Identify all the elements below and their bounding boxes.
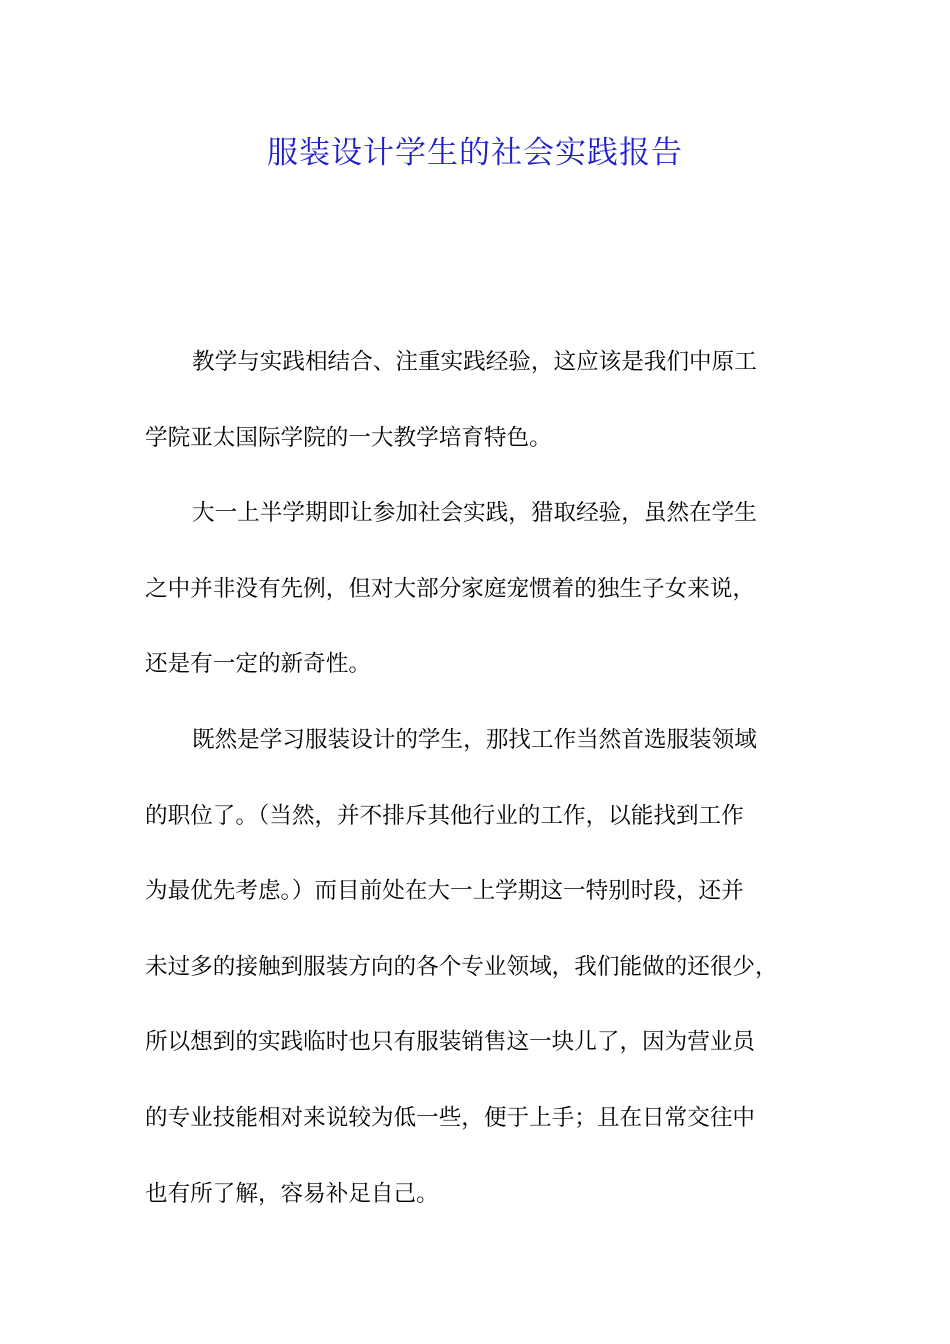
paragraph-line: 所以想到的实践临时也只有服装销售这一块儿了，因为营业员 (145, 1029, 756, 1056)
paragraph-line: 学院亚太国际学院的一大教学培育特色。 (145, 424, 552, 451)
paragraph-line: 的专业技能相对来说较为低一些，便于上手；且在日常交往中 (145, 1104, 756, 1131)
paragraph-line: 既然是学习服装设计的学生，那找工作当然首选服装领域 (192, 726, 757, 753)
paragraph-line: 还是有一定的新奇性。 (145, 651, 371, 678)
document-body (145, 340, 825, 1247)
paragraph-line: 大一上半学期即让参加社会实践，猎取经验，虽然在学生 (192, 500, 757, 527)
paragraph-line: 也有所了解，容易补足自己。 (145, 1180, 439, 1207)
paragraph-line: 教学与实践相结合、注重实践经验，这应该是我们中原工 (192, 349, 757, 375)
paragraph-line: 为最优先考虑。）而目前处在大一上学期这一特别时段，还并 (145, 878, 744, 905)
document-title: 服装设计学生的社会实践报告 (267, 135, 683, 171)
paragraph-line: 之中并非没有先例，但对大部分家庭宠惯着的独生子女来说， (145, 575, 756, 602)
paragraph-line: 未过多的接触到服装方向的各个专业领域，我们能做的还很少， (145, 953, 778, 980)
paragraph-line: 的职位了。（当然，并不排斥其他行业的工作，以能找到工作 (145, 802, 744, 829)
